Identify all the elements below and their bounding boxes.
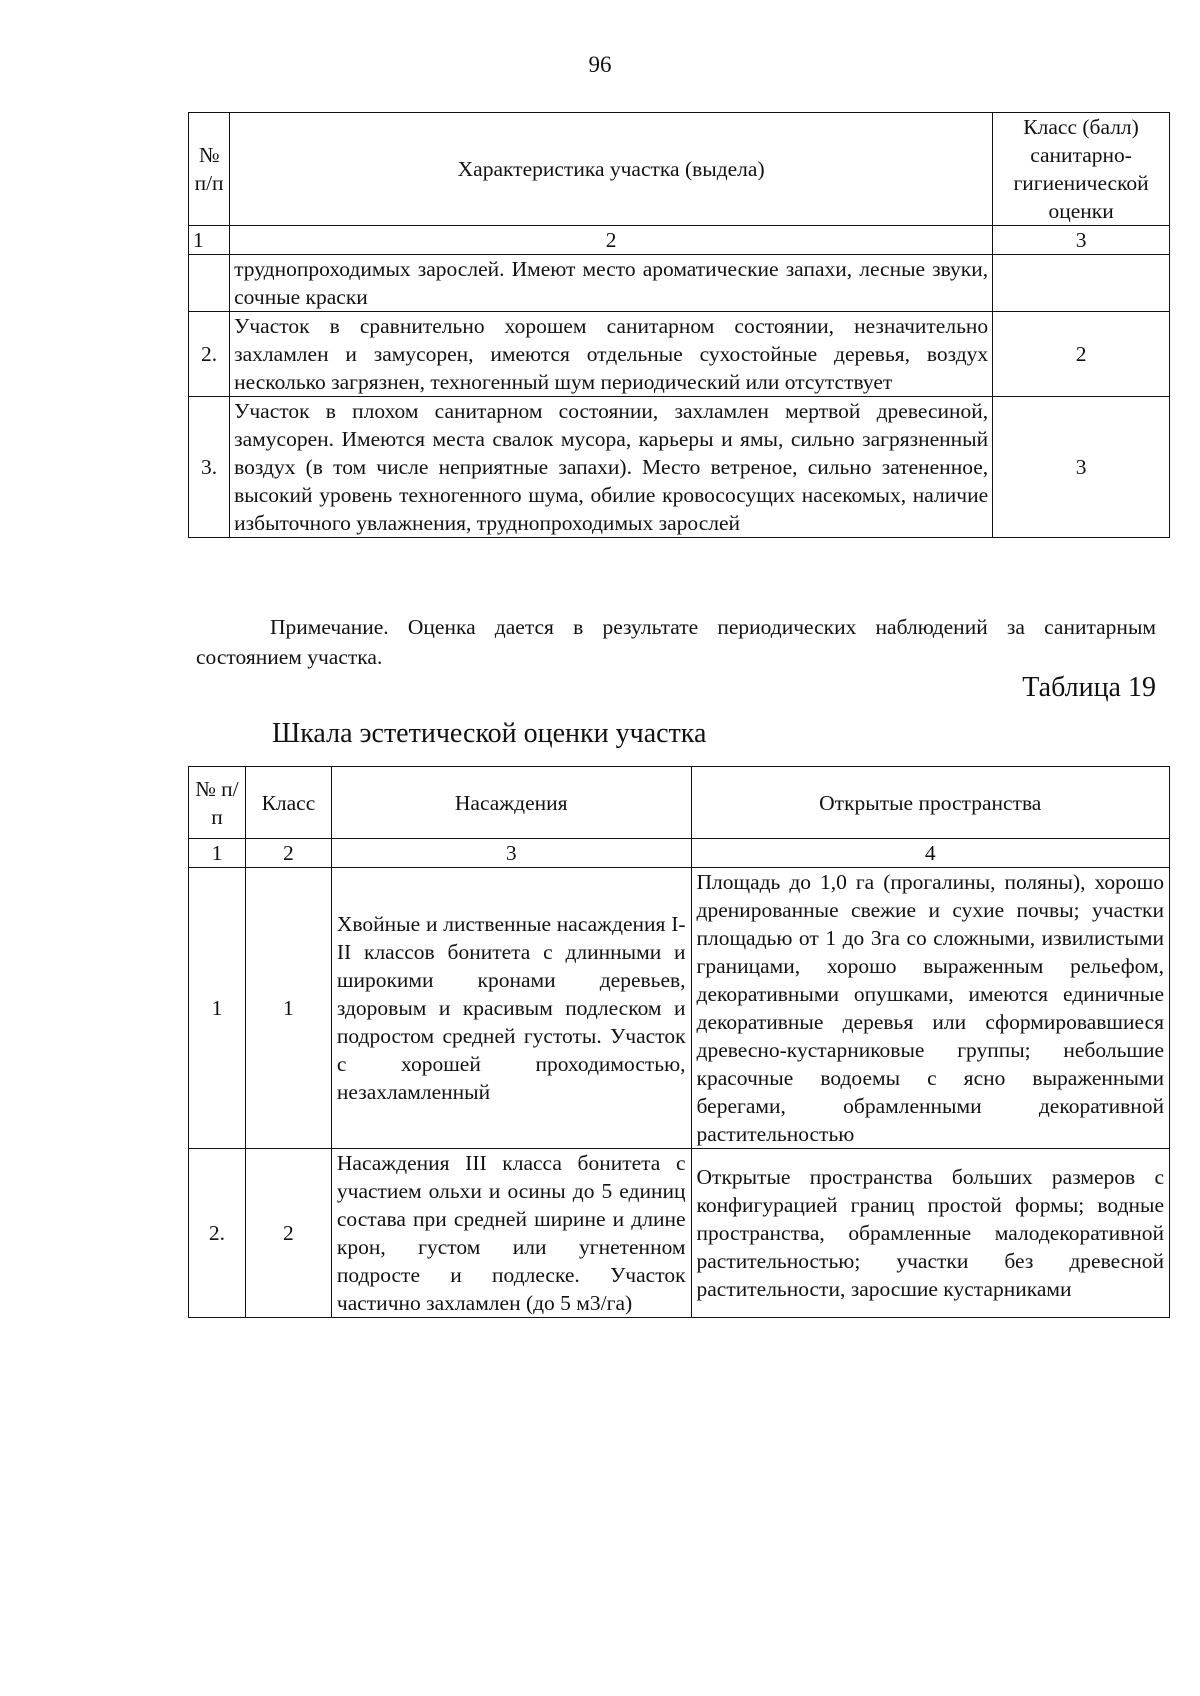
row-plantings: Насаждения III класса бонитета с участием ольхи и осины до 5 единиц состава при средней ширине и длине крон, густом или угнетенном подросте и подлеске. Участок частично захламлен (до 5 м3/га) (331, 1149, 691, 1318)
table-header-row (189, 113, 1170, 226)
index-cell: 3 (331, 839, 691, 868)
row-number (189, 255, 230, 312)
row-plantings: Хвойные и лиственные насаждения I-II классов бонитета с длинными и широкими кронами деревьев, здоровым и красивым подлеском и подростом средней густоты. Участок с хорошей проходимостью, незахламленный (331, 868, 691, 1149)
row-class: 1 (245, 868, 331, 1149)
table-row (189, 868, 1170, 1149)
header-class: Класс (245, 767, 331, 839)
header-plantings: Насаждения (331, 767, 691, 839)
row-score (993, 255, 1170, 312)
row-number: 1 (189, 868, 246, 1149)
row-open-spaces: Площадь до 1,0 га (прогалины, поляны), хорошо дренированные свежие и сухие почвы; участки площадью от 1 до 3га со сложными, извилистыми границами, хорошо выраженным рельефом, декоративными опушками, имеются единичные декоративные деревья или сформировавшиеся древесно-кустарниковые группы; небольшие красочные водоемы с ясно выраженными берегами, обрамленными декоративной растительностью (691, 868, 1169, 1149)
table-row (189, 397, 1170, 538)
index-cell: 1 (189, 839, 246, 868)
index-row (189, 839, 1170, 868)
table-note: Примечание. Оценка дается в результате периодических наблюдений за санитарным состоянием участка. (196, 615, 1156, 669)
index-cell: 2 (245, 839, 331, 868)
index-cell: 1 (189, 226, 230, 255)
row-characteristic: Участок в плохом санитарном состоянии, захламлен мертвой древесиной, замусорен. Имеются места свалок мусора, карьеры и ямы, сильно загрязненный воздух (в том числе неприятные запахи). Место ветреное, сильно затененное, высокий уровень техногенного шума, обилие кровососущих насекомых, наличие избыточного увлажнения, труднопроходимых зарослей (230, 397, 993, 538)
sanitary-assessment-table (188, 112, 1170, 538)
table-header-row (189, 767, 1170, 839)
table-title: Шкала эстетической оценки участка (272, 718, 707, 749)
header-characteristic: Характеристика участка (выдела) (230, 113, 993, 226)
table-row (189, 1149, 1170, 1318)
row-open-spaces: Открытые пространства больших размеров с конфигурацией границ простой формы; водные пространства, обрамленные малодекоративной растительностью; участки без древесной растительности, заросшие кустарниками (691, 1149, 1169, 1318)
row-characteristic: Участок в сравнительно хорошем санитарном состоянии, незначительно захламлен и замусорен, имеются отдельные сухостойные деревья, воздух несколько загрязнен, техногенный шум периодический или отсутствует (230, 312, 993, 397)
page-number: 96 (588, 52, 612, 77)
table-label: Таблица 19 (1022, 672, 1156, 703)
index-cell: 2 (230, 226, 993, 255)
row-number: 3. (189, 397, 230, 538)
header-num: № п/п (189, 113, 230, 226)
index-cell: 4 (691, 839, 1169, 868)
row-score: 3 (993, 397, 1170, 538)
header-open-spaces: Открытые пространства (691, 767, 1169, 839)
row-characteristic: труднопроходимых зарослей. Имеют место ароматические запахи, лесные звуки, сочные краски (230, 255, 993, 312)
row-number: 2. (189, 1149, 246, 1318)
header-class: Класс (балл) санитарно-гигиенической оценки (993, 113, 1170, 226)
header-num: № п/п (189, 767, 246, 839)
table-row (189, 312, 1170, 397)
row-score: 2 (993, 312, 1170, 397)
row-class: 2 (245, 1149, 331, 1318)
table-row (189, 255, 1170, 312)
row-number: 2. (189, 312, 230, 397)
aesthetic-assessment-table (188, 766, 1170, 1318)
index-row (189, 226, 1170, 255)
index-cell: 3 (993, 226, 1170, 255)
